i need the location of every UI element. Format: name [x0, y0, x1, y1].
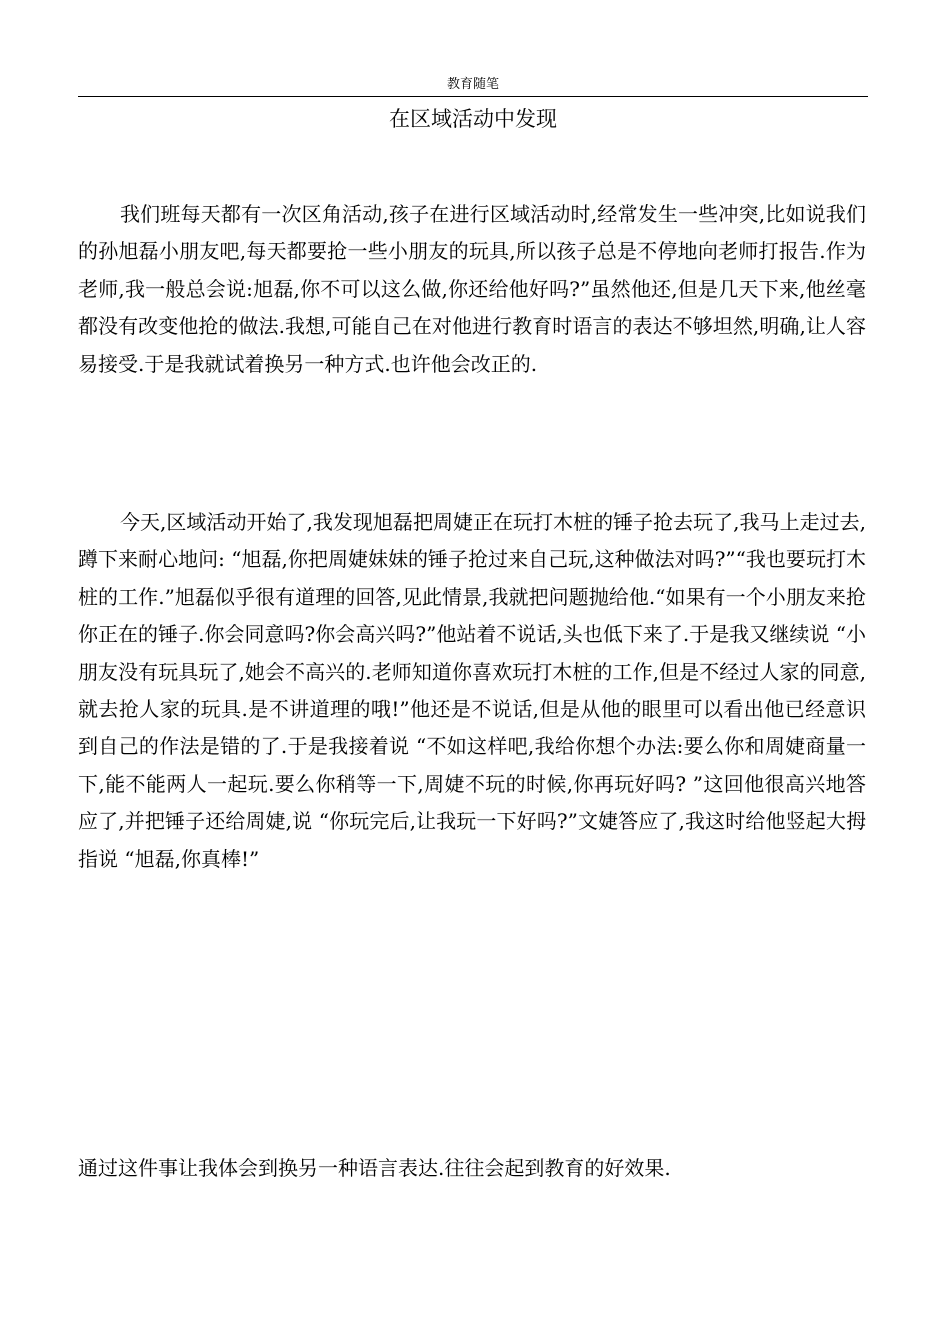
paragraph-1: 我们班每天都有一次区角活动,孩子在进行区域活动时,经常发生一些冲突,比如说我们的孙旭磊小朋友吧,每天都要抢一些小朋友的玩具,所以孩子总是不停地向老师打报告.作为老师,我一般总会说:旭磊,你不可以这么做,你还给他好吗?”虽然他还,但是几天下来,他丝毫都没有改变他抢的做法.我想,可能自己在对他进行教育时语言的表达不够坦然,明确,让人容易接受.于是我就试着换另一种方式.也许他会改正的.: [78, 202, 866, 376]
page-header: 教育随笔: [446, 77, 499, 92]
paragraph-3: 通过这件事让我体会到换另一种语言表达.往往会起到教育的好效果.: [78, 1156, 671, 1180]
header-divider: [78, 96, 868, 97]
article-title: 在区域活动中发现: [389, 107, 557, 131]
paragraph-2: 今天,区域活动开始了,我发现旭磊把周婕正在玩打木桩的锤子抢去玩了,我马上走过去,蹲下来耐心地问: “旭磊,你把周婕妹妹的锤子抢过来自己玩,这种做法对吗?”“我也要玩打木桩的工作.”旭磊似乎很有道理的回答,见此情景,我就把问题抛给他.“如果有一个小朋友来抢你正在的锤子.你会同意吗?你会高兴吗?”他站着不说话,头也低下来了.于是我又继续说 “小朋友没有玩具玩了,她会不高兴的.老师知道你喜欢玩打木桩的工作,但是不经过人家的同意,就去抢人家的玩具.是不讲道理的哦!”他还是不说话,但是从他的眼里可以看出他已经意识到自己的作法是错的了.于是我接着说 “不如这样吧,我给你想个办法:要么你和周婕商量一下,能不能两人一起玩.要么你稍等一下,周婕不玩的时候,你再玩好吗? ”这回他很高兴地答应了,并把锤子还给周婕,说 “你玩完后,让我玩一下好吗?”文婕答应了,我这时给他竖起大拇指说 “旭磊,你真棒!”: [78, 510, 866, 871]
